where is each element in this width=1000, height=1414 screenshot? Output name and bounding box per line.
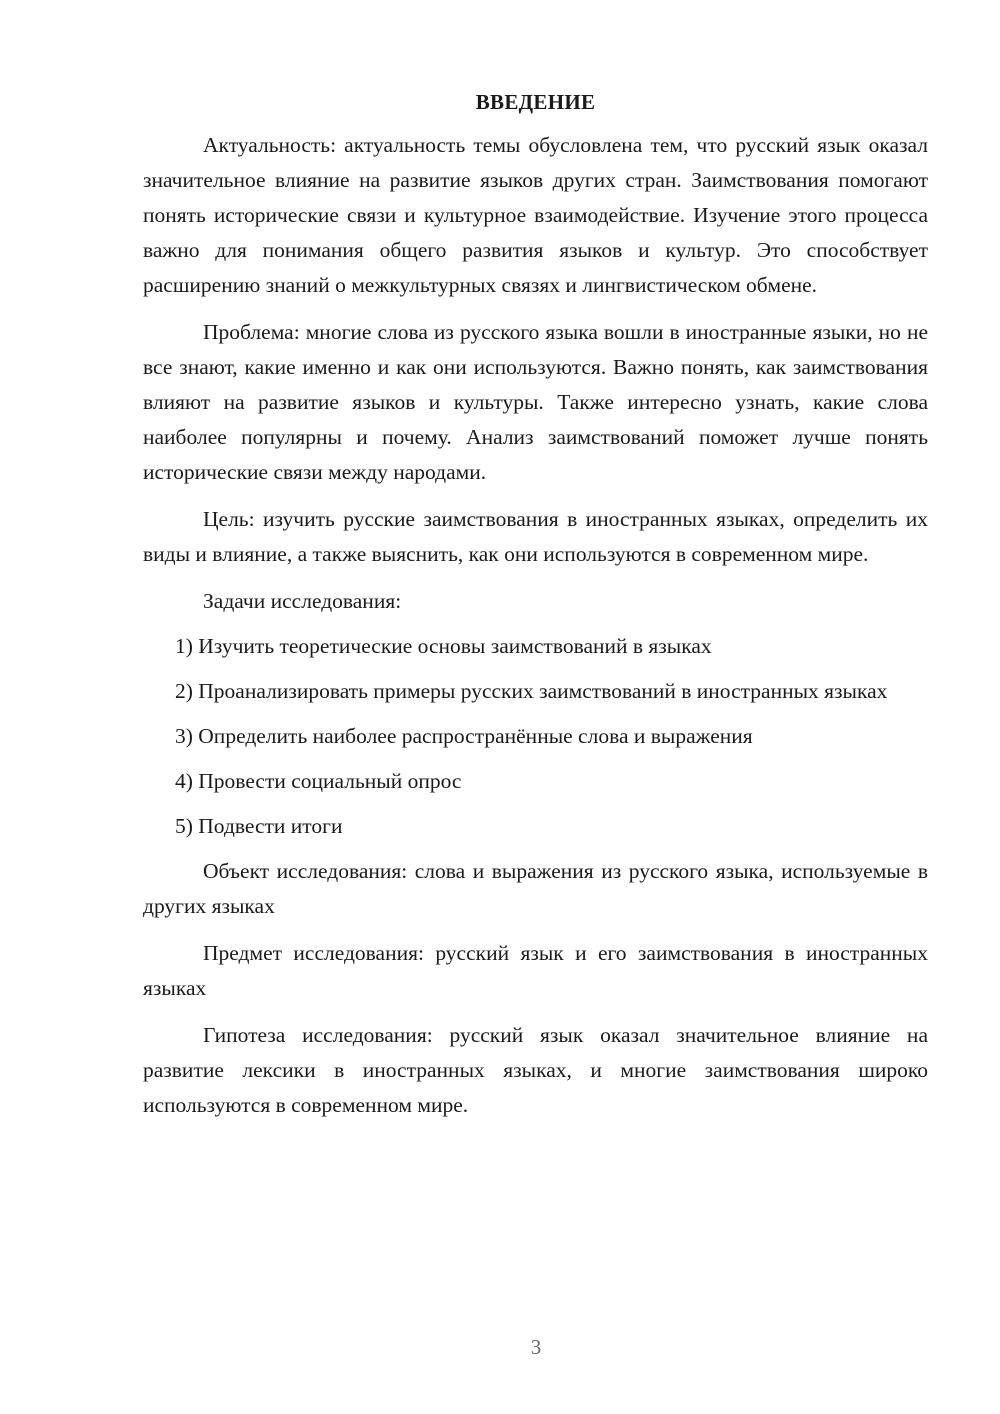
document-page bbox=[143, 90, 928, 1135]
task-item: 3) Определить наиболее распространённые слова и выражения bbox=[175, 724, 753, 748]
tasks-list bbox=[143, 629, 928, 844]
task-item: 5) Подвести итоги bbox=[175, 814, 343, 838]
subject-paragraph: Предмет исследования: русский язык и его заимствования в иностранных языках bbox=[143, 941, 928, 1000]
problem-paragraph: Проблема: многие слова из русского языка вошли в иностранные языки, но не все знают, какие именно и как они используются. Важно понять, как заимствования влияют на развитие языков и культуры. Также интересно узнать, какие слова наиболее популярны и почему. Анализ заимствований поможет лучше понять исторические связи между народами. bbox=[143, 320, 928, 484]
page-number: 3 bbox=[530, 1335, 542, 1359]
task-item: 4) Провести социальный опрос bbox=[175, 769, 462, 793]
page-title: ВВЕДЕНИЕ bbox=[475, 90, 596, 114]
hypothesis-paragraph: Гипотеза исследования: русский язык оказал значительное влияние на развитие лексики в иностранных языках, и многие заимствования широко используются в современном мире. bbox=[143, 1023, 928, 1117]
tasks-heading: Задачи исследования: bbox=[203, 589, 402, 613]
goal-paragraph: Цель: изучить русские заимствования в иностранных языках, определить их виды и влияние, а также выяснить, как они используются в современном мире. bbox=[143, 507, 928, 566]
task-item: 2) Проанализировать примеры русских заимствований в иностранных языках bbox=[175, 679, 888, 703]
relevance-paragraph: Актуальность: актуальность темы обусловлена тем, что русский язык оказал значительное влияние на развитие языков других стран. Заимствования помогают понять исторические связи и культурное взаимодействие. Изучение этого процесса важно для понимания общего развития языков и культур. Это способствует расширению знаний о межкультурных связях и лингвистическом обмене. bbox=[143, 133, 928, 297]
object-paragraph: Объект исследования: слова и выражения из русского языка, используемые в других языках bbox=[143, 859, 928, 918]
task-item: 1) Изучить теоретические основы заимствований в языках bbox=[175, 634, 712, 658]
